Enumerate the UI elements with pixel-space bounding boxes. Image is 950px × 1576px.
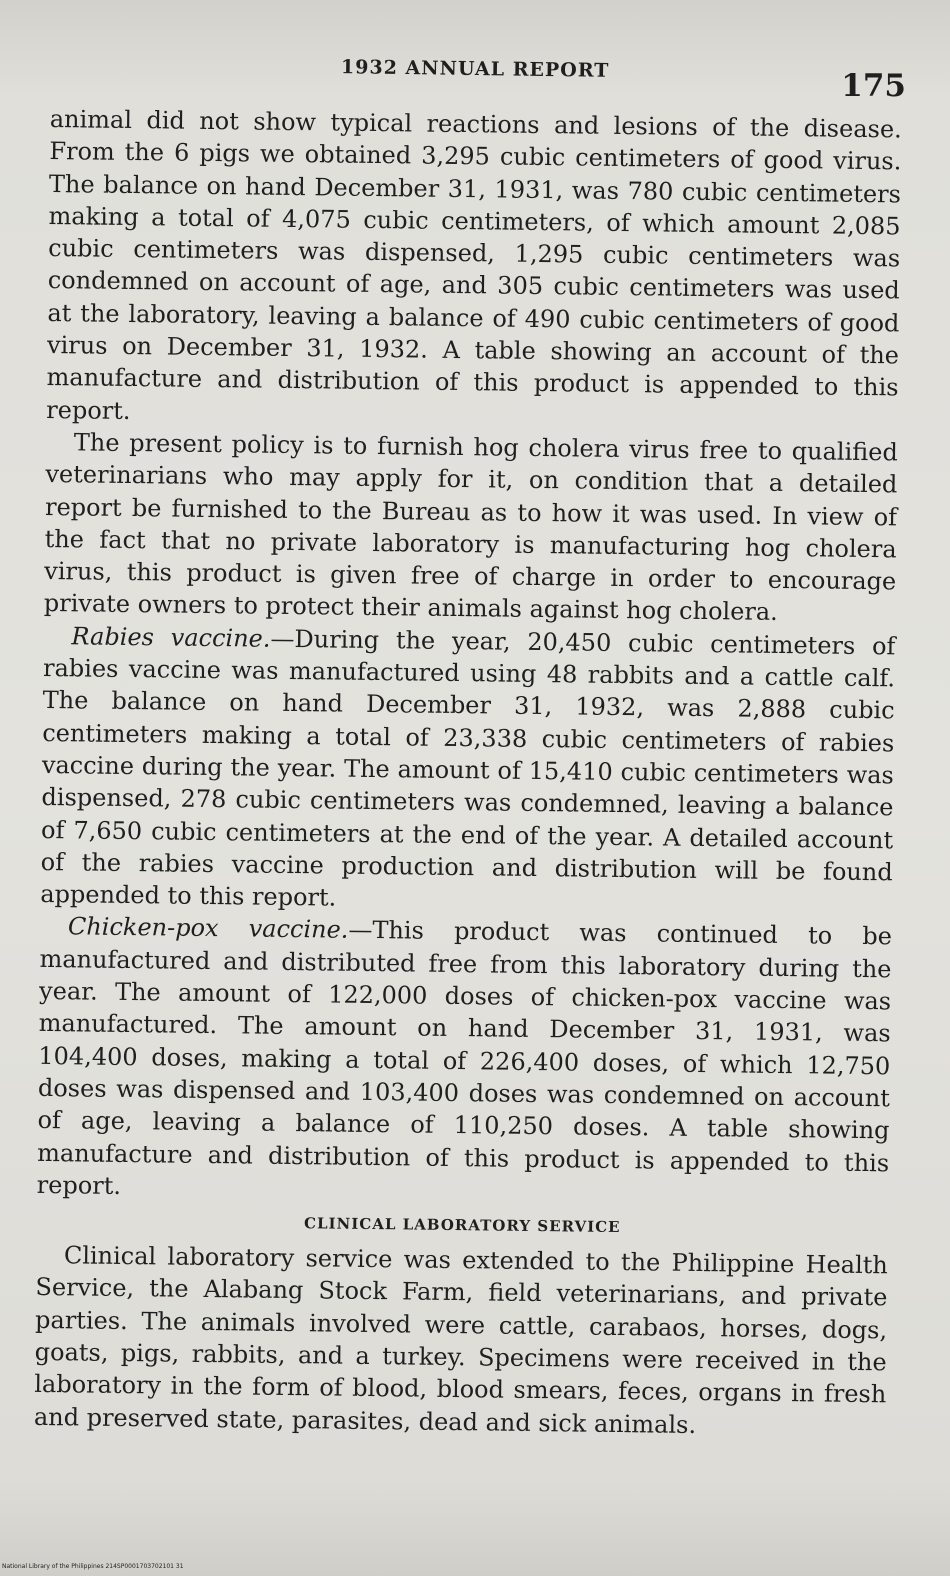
run-in-heading-chicken-pox-vaccine: Chicken-pox vaccine. (67, 912, 349, 945)
paragraph-rabies-vaccine (40, 620, 895, 921)
paragraph-hog-cholera-virus-continued: animal did not show typical reactions and lesions of the disease. From the 6 pigs we obtained 3,295 cubic centimeters of good virus. The balance on hand December 31, 1931, was 780 cubic centimeters making a total of 4,075 cubic centimeters, of which amount 2,085 cubic centimeters was dispensed, 1,295 cubic centimeters was condemned on account of age, and 305 cubic centimeters was used at the laboratory, leaving a balance of 490 cubic centimeters of good virus on December 31, 1932. A table showing an account of the manufacture and distribution of this product is appended to this report. (46, 104, 902, 425)
running-head: 1932 ANNUAL REPORT (340, 56, 610, 82)
paragraph-clinical-laboratory-service: Clinical laboratory service was extended to the Philippine Health Service, the Alabang Stock Farm, field veterinarians, and private parties. The animals involved were cattle, carabaos, horses, dogs, goats, pigs, rabbits, and a turkey. Specimens were received in the laboratory in the form of blood, blood smears, feces, organs in fresh and preserved state, parasites, dead and sick animals. (33, 1241, 889, 1439)
paragraph-chicken-pox-vaccine (37, 910, 892, 1211)
section-heading-clinical-laboratory-service: CLINICAL LABORATORY SERVICE (303, 1214, 621, 1237)
body-text (34, 103, 902, 1443)
paragraph-hog-cholera-policy: The present policy is to furnish hog cholera virus free to qualified veterinarians who may apply for it, on condition that a detailed report be furnished to the Bureau as to how it was used. In view of the fact that no private laboratory is manufacturing hog cholera virus, this product is given free of charge in order to encourage private owners to protect their animals against hog cholera. (43, 428, 898, 627)
paragraph-rabies-vaccine-text: —During the year, 20,450 cubic centimeters of rabies vaccine was manufactured using 48 rabbits and a cattle calf. The balance on hand December 31, 1932, was 2,888 cubic centimeters making a total of 23,338 cubic centimeters of rabies vaccine during the year. The amount of 15,410 cubic centimeters was dispensed, 278 cubic centimeters was condemned, leaving a balance of 7,650 cubic centimeters at the end of the year. A detailed account of the rabies vaccine production and distribution will be found appended to this report. (40, 624, 896, 912)
page-number: 175 (841, 68, 906, 104)
run-in-heading-rabies-vaccine: Rabies vaccine. (71, 622, 271, 653)
footer-credit: National Library of the Philippines 214SP0001703702101 31 (2, 1563, 184, 1570)
paragraph-chicken-pox-vaccine-text: —This product was continued to be manufactured and distributed free from this laboratory during the year. The amount of 122,000 doses of chicken-pox vaccine was manufactured. The amount on hand December 31, 1931, was 104,400 doses, making a total of 226,400 doses, of which 12,750 doses was dispensed and 103,400 doses was condemned on account of age, leaving a balance of 110,250 doses. A table showing manufacture and distribution of this product is appended to this report. (36, 916, 893, 1200)
